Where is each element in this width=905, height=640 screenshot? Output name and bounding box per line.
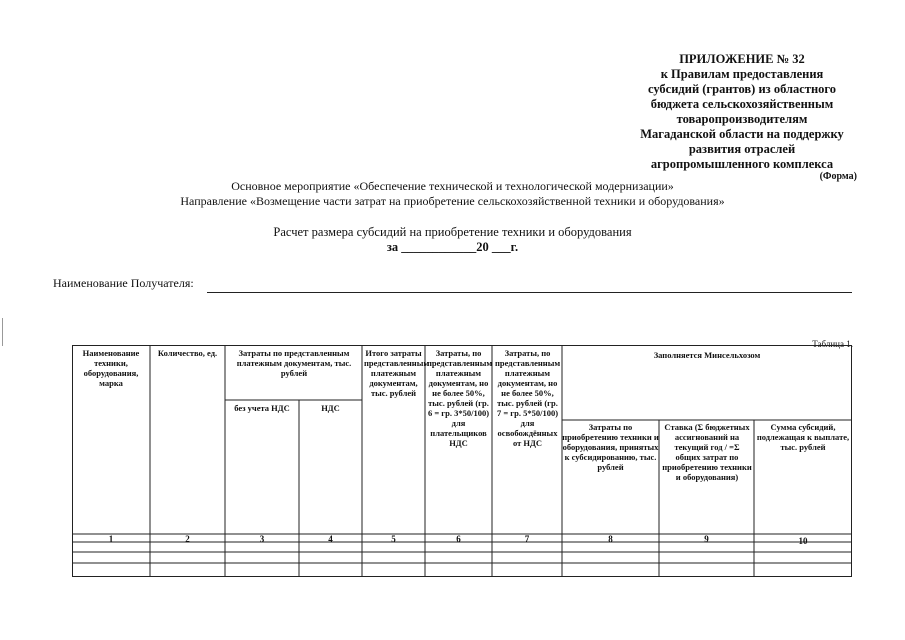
header-total-costs: Итого затраты представленным платежным документам, тыс. рублей <box>364 348 430 398</box>
calculation-title-block <box>0 225 905 255</box>
header-costs-vat-exempt: Затраты, по представленным платежным документам, но не более 50%, тыс. рублей (гр. 7 = гр. 5*50/100) для освобождённых от НДС <box>495 348 561 448</box>
header-line: к Правилам предоставления <box>660 67 824 81</box>
column-number: 8 <box>608 534 613 544</box>
subsidy-table <box>72 345 852 577</box>
header-line: субсидий (грантов) из областного <box>647 82 837 96</box>
header-subsidy-sum: Сумма субсидий, подлежащая к выплате, тыс. рублей <box>756 422 850 452</box>
measure-line-1: Основное мероприятие «Обеспечение технической и технологической модернизации» <box>231 179 674 193</box>
column-number: 10 <box>798 536 808 546</box>
header-rate: Ставка (Σ бюджетных ассигнований на текущий год / =Σ общих затрат по приобретению техники и оборудования) <box>662 422 752 482</box>
header-line: бюджета сельскохозяйственным <box>650 97 834 111</box>
header-line: товаропроизводителям <box>676 112 808 126</box>
header-costs-vat-payers: Затраты, по представленным платежным документам, но не более 50%, тыс. рублей (гр. 6 = гр. 3*50/100) для плательщиков НДС <box>427 348 493 448</box>
form-label: (Форма) <box>819 171 857 182</box>
calculation-title: Расчет размера субсидий на приобретение техники и оборудования <box>273 225 632 239</box>
margin-mark <box>2 318 3 346</box>
header-line: развития отраслей <box>688 142 796 156</box>
header-quantity: Количество, ед. <box>157 348 218 358</box>
header-ministry: Заполняется Минсельхозом <box>653 350 761 360</box>
header-costs: Затраты по представленным платежным документам, тыс. рублей <box>236 348 352 378</box>
column-number: 6 <box>456 534 461 544</box>
recipient-input-line[interactable] <box>207 292 852 293</box>
column-number: 5 <box>391 534 396 544</box>
header-vat: НДС <box>321 403 340 413</box>
calculation-period: за ____________20 ___г. <box>386 240 519 254</box>
header-without-vat: без учета НДС <box>234 403 290 413</box>
recipient-label: Наименование Получателя: <box>53 276 194 290</box>
table-caption: Таблица 1. <box>812 339 853 349</box>
column-number: 1 <box>108 534 114 544</box>
column-number: 3 <box>259 534 265 544</box>
column-number: 4 <box>328 534 333 544</box>
header-line: ПРИЛОЖЕНИЕ № 32 <box>679 52 805 66</box>
column-number: 9 <box>704 534 709 544</box>
column-number: 7 <box>524 534 530 544</box>
measure-block <box>0 179 905 209</box>
header-line: Магаданской области на поддержку <box>640 127 844 141</box>
column-number: 2 <box>185 534 190 544</box>
header-name: Наименование техники, оборудования, марка <box>82 348 140 388</box>
measure-line-2: Направление «Возмещение части затрат на приобретение сельскохозяйственной техники и оборудования» <box>180 194 725 208</box>
appendix-header <box>627 52 857 172</box>
header-accepted-costs: Затраты по приобретению техники и оборудования, принятых к субсидированию, тыс. рублей <box>562 422 659 472</box>
header-line: агропромышленного комплекса <box>650 157 834 171</box>
